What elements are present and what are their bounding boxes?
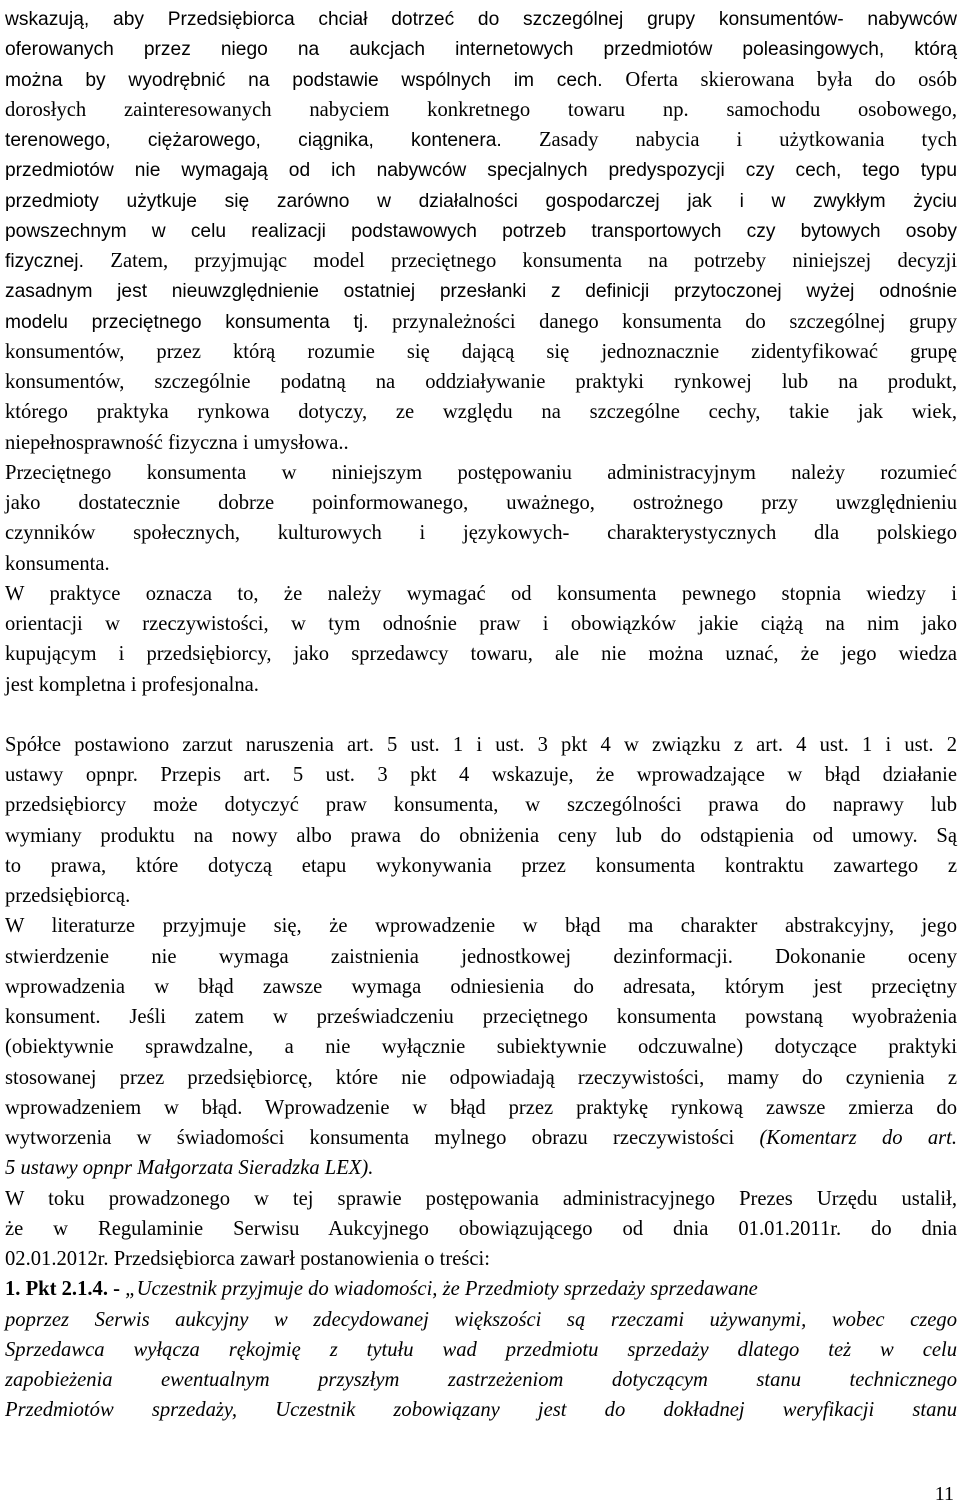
text-line bbox=[5, 518, 957, 548]
text-segment: Spółce postawiono zarzut naruszenia art. 5 ust. 1 i ust. 3 pkt 4 w związku z art. 4 ust. 1 i ust. 2 bbox=[5, 733, 957, 756]
text-segment: modelu przeciętnego konsumenta tj. bbox=[5, 311, 393, 333]
text-line bbox=[5, 1063, 957, 1093]
text-segment: Oferta skierowana była do osób bbox=[625, 68, 958, 91]
text-line bbox=[5, 1002, 957, 1032]
text-line bbox=[5, 1123, 957, 1153]
text-line bbox=[5, 458, 957, 488]
text-line bbox=[5, 911, 957, 941]
text-segment: Zatem, przyjmując model przeciętnego konsumenta na potrzeby niniejszej decyzji bbox=[110, 250, 957, 272]
text-segment: wprowadzeniem w błąd. Wprowadzenie w błąd przez praktykę rynkową zawsze zmierza do bbox=[5, 1096, 957, 1119]
text-segment: przedsiębiorcą. bbox=[5, 885, 131, 907]
text-segment: Przeciętnego konsumenta w niniejszym postępowaniu administracyjnym należy rozumieć bbox=[5, 461, 957, 484]
text-line bbox=[5, 155, 957, 185]
text-line bbox=[5, 186, 957, 216]
text-line bbox=[5, 790, 957, 820]
text-line bbox=[5, 730, 957, 760]
text-line bbox=[5, 549, 957, 579]
text-segment: zapobieżenia ewentualnym przyszłym zastrzeżeniom dotyczącym stanu technicznego bbox=[5, 1369, 957, 1391]
text-segment: przedsiębiorcy może dotyczyć praw konsumenta, w szczególności prawa do naprawy lub bbox=[5, 794, 957, 817]
text-line bbox=[5, 4, 957, 34]
text-line bbox=[5, 34, 957, 64]
text-line bbox=[5, 972, 957, 1002]
text-segment: przedmioty użytkuje się zarówno w działalności gospodarczej jak i w zwykłym życiu bbox=[5, 190, 957, 212]
text-segment: wytworzenia w świadomości konsumenta mylnego obrazu rzeczywistości bbox=[5, 1127, 760, 1149]
text-line bbox=[5, 428, 957, 458]
text-segment: (Komentarz do art. bbox=[759, 1127, 958, 1149]
text-line bbox=[5, 670, 957, 700]
text-segment: stosowanej przez przedsiębiorcę, które nie odpowiadają rzeczywistości, mamy do czynienia z bbox=[5, 1066, 957, 1089]
text-segment: oferowanych przez niego na aukcjach internetowych przedmiotów poleasingowych, którą bbox=[5, 39, 957, 61]
text-segment: stwierdzenie nie wymaga zaistnienia jednostkowej dezinformacji. Dokonanie oceny bbox=[5, 945, 957, 968]
text-segment: poprzez Serwis aukcyjny w zdecydowanej większości są rzeczami używanymi, wobec czego bbox=[5, 1308, 957, 1331]
text-segment: jako dostatecznie dobrze poinformowanego, uważnego, ostrożnego przy uwzględnieniu bbox=[5, 492, 957, 514]
text-segment: czynników społecznych, kulturowych i językowych- charakterystycznych dla polskiego bbox=[5, 522, 957, 545]
text-segment: konsumentów, przez którą rozumie się dającą się jednoznacznie zidentyfikować grupę bbox=[5, 340, 957, 363]
text-line bbox=[5, 881, 957, 911]
text-line bbox=[5, 1305, 957, 1335]
text-line bbox=[5, 216, 957, 246]
text-line bbox=[5, 609, 957, 639]
text-segment: przynależności danego konsumenta do szczególnej grupy bbox=[392, 310, 957, 333]
text-line bbox=[5, 1184, 957, 1214]
text-segment: 5 ustawy opnpr Małgorzata Sieradzka LEX). bbox=[5, 1157, 374, 1180]
text-segment: że w Regulaminie Serwisu Aukcyjnego obowiązującego od dnia 01.01.2011r. do dnia bbox=[5, 1217, 957, 1240]
text-line bbox=[5, 1395, 957, 1425]
text-segment: powszechnym w celu realizacji podstawowych potrzeb transportowych czy bytowych osoby bbox=[5, 220, 957, 242]
text-line bbox=[5, 639, 957, 669]
text-line bbox=[5, 307, 957, 337]
text-line bbox=[5, 821, 957, 851]
document-page bbox=[5, 4, 957, 1426]
text-segment: „Uczestnik przyjmuje do wiadomości, że Przedmioty sprzedaży sprzedawane bbox=[125, 1278, 758, 1301]
text-line bbox=[5, 65, 957, 95]
text-line bbox=[5, 367, 957, 397]
text-segment: W literaturze przyjmuje się, że wprowadzenie w błąd ma charakter abstrakcyjny, jego bbox=[5, 915, 957, 938]
text-line bbox=[5, 1214, 957, 1244]
text-segment: konsumentów, szczególnie podatną na oddziaływanie praktyki rynkowej lub na produkt, bbox=[5, 371, 957, 393]
text-segment: orientacji w rzeczywistości, w tym odnośnie praw i obowiązków jakie ciążą na nim jako bbox=[5, 613, 957, 635]
text-segment: można by wyodrębnić na podstawie wspólnych im cech. bbox=[5, 69, 626, 91]
text-segment: ustawy opnpr. Przepis art. 5 ust. 3 pkt 4 wskazuje, że wprowadzające w błąd działanie bbox=[5, 764, 957, 786]
text-segment: terenowego, ciężarowego, ciągnika, kontenera. bbox=[5, 130, 539, 151]
text-line bbox=[5, 942, 957, 972]
text-segment: dorosłych zainteresowanych nabyciem konkretnego towaru np. samochodu osobowego, bbox=[5, 98, 957, 121]
text-segment: 1. Pkt 2.1.4. - bbox=[5, 1278, 126, 1301]
text-segment: W toku prowadzonego w tej sprawie postępowania administracyjnego Prezes Urzędu ustalił, bbox=[5, 1187, 957, 1210]
text-segment: (obiektywnie sprawdzalne, a nie wyłącznie subiektywnie odczuwalne) dotyczące praktyki bbox=[5, 1036, 957, 1059]
page-number: 11 bbox=[934, 1483, 954, 1505]
text-line bbox=[5, 1274, 957, 1304]
text-line bbox=[5, 488, 957, 518]
text-segment: Przedmiotów sprzedaży, Uczestnik zobowiązany jest do dokładnej weryfikacji stanu bbox=[5, 1399, 957, 1422]
text-segment: wymiany produktu na nowy albo prawa do obniżenia ceny lub do odstąpienia od umowy. Są bbox=[5, 824, 957, 847]
text-segment: wprowadzenia w błąd zawsze wymaga odniesienia do adresata, którym jest przeciętny bbox=[5, 975, 957, 998]
text-line bbox=[5, 579, 957, 609]
text-segment: Sprzedawca wyłącza rękojmię z tytułu wad przedmiotu sprzedaży dlatego też w celu bbox=[5, 1338, 957, 1361]
text-line bbox=[5, 397, 957, 427]
text-segment: 02.01.2012r. Przedsiębiorca zawarł postanowienia o treści: bbox=[5, 1248, 490, 1270]
text-line bbox=[5, 95, 957, 125]
text-segment: konsumenta. bbox=[5, 552, 110, 575]
text-segment: Zasady nabycia i użytkowania tych bbox=[538, 129, 958, 151]
text-line bbox=[5, 760, 957, 790]
text-line bbox=[5, 1365, 957, 1395]
text-segment: którego praktyka rynkowa dotyczy, ze względu na szczególne cechy, takie jak wiek, bbox=[5, 401, 957, 424]
text-segment: fizycznej. bbox=[5, 251, 111, 272]
text-segment: przedmiotów nie wymagają od ich nabywców specjalnych predyspozycji czy cech, tego typu bbox=[5, 160, 957, 182]
text-line bbox=[5, 1153, 957, 1183]
text-line bbox=[5, 1093, 957, 1123]
text-segment: zasadnym jest nieuwzględnienie ostatniej przesłanki z definicji przytoczonej wyżej odnośnie bbox=[5, 281, 957, 303]
paragraph-gap bbox=[5, 700, 957, 730]
text-line bbox=[5, 851, 957, 881]
text-segment: wskazują, aby Przedsiębiorca chciał dotrzeć do szczególnej grupy konsumentów- nabywców bbox=[5, 9, 957, 30]
text-line bbox=[5, 125, 957, 155]
text-line bbox=[5, 1335, 957, 1365]
text-segment: jest kompletna i profesjonalna. bbox=[5, 673, 259, 696]
text-line bbox=[5, 276, 957, 306]
text-segment: konsument. Jeśli zatem w przeświadczeniu przeciętnego konsumenta powstaną wyobrażenia bbox=[5, 1006, 957, 1028]
text-line bbox=[5, 1032, 957, 1062]
text-line bbox=[5, 337, 957, 367]
text-segment: kupującym i przedsiębiorcy, jako sprzedawcy towaru, ale nie można uznać, że jego wiedza bbox=[5, 643, 957, 666]
text-line bbox=[5, 1244, 957, 1274]
text-line bbox=[5, 246, 957, 276]
text-segment: niepełnosprawność fizyczna i umysłowa.. bbox=[5, 431, 349, 454]
text-segment: W praktyce oznacza to, że należy wymagać od konsumenta pewnego stopnia wiedzy i bbox=[5, 582, 957, 605]
text-segment: to prawa, które dotyczą etapu wykonywania przez konsumenta kontraktu zawartego z bbox=[5, 854, 957, 877]
